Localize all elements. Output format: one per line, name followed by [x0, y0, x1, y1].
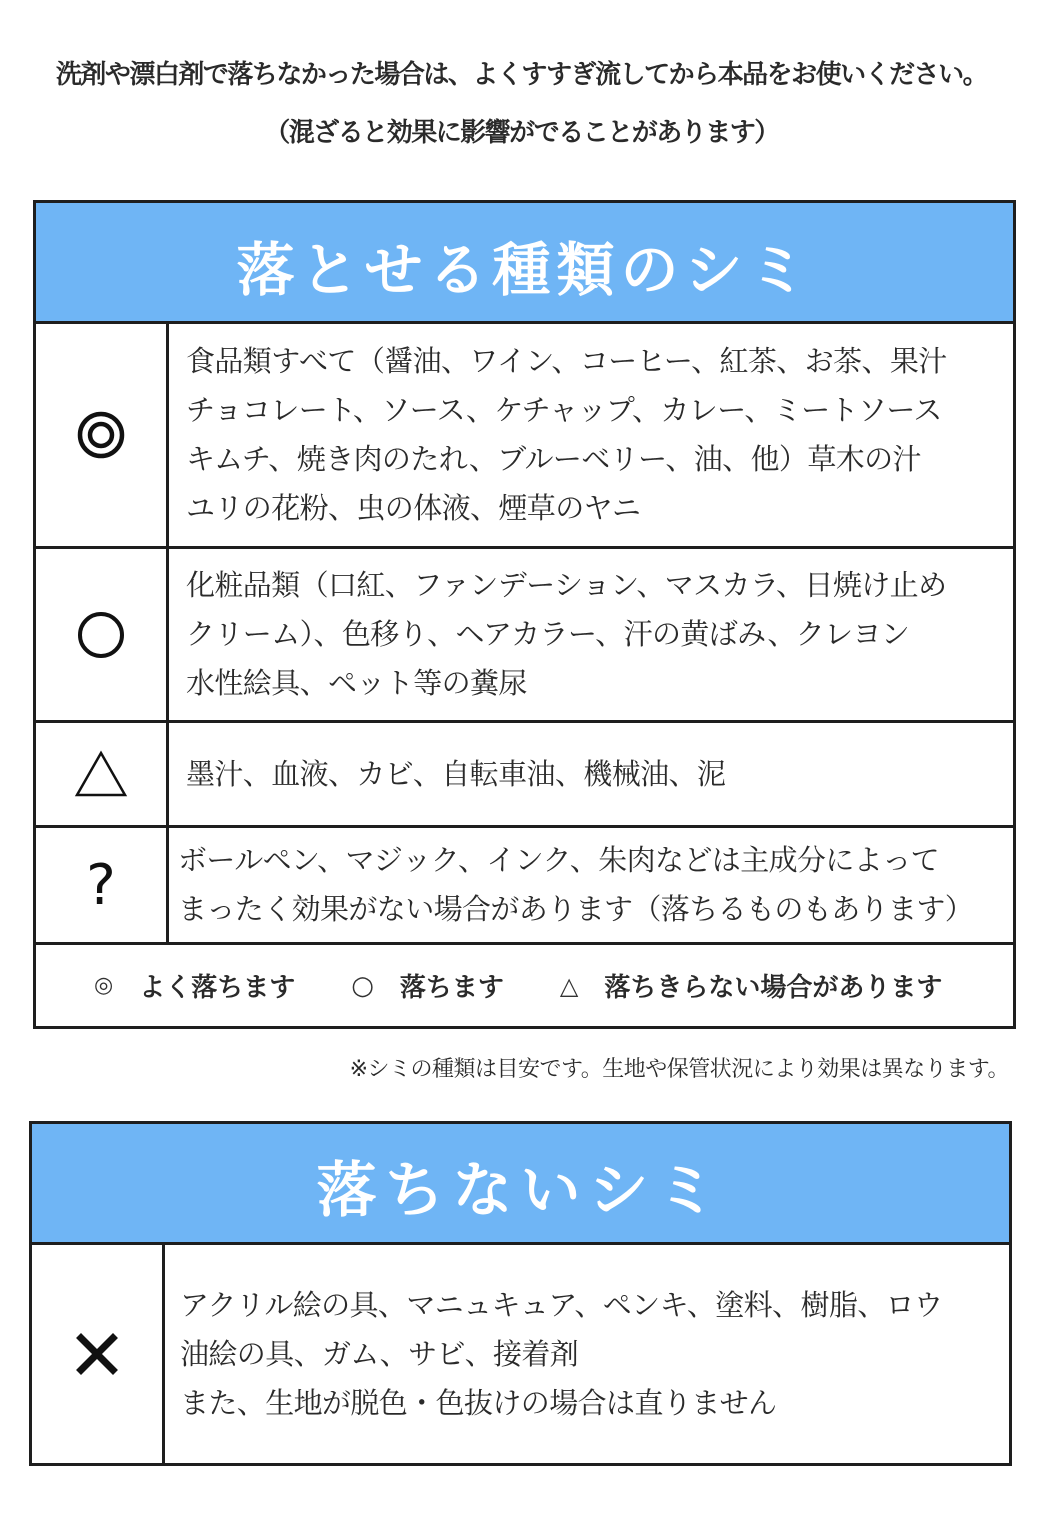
stain-list-line: 墨汁、血液、カビ、自転車油、機械油、泥: [186, 756, 726, 791]
stain-list-line: また、生地が脱色・色抜けの場合は直りません: [180, 1385, 777, 1420]
stain-list: [186, 723, 1003, 825]
stain-list: [186, 324, 1003, 546]
stain-list: [186, 549, 1003, 720]
question-mark-symbol: ?: [86, 852, 116, 918]
removable-stains-title: 落とせる種類のシミ: [36, 203, 1013, 324]
non-removable-stains-table: [29, 1121, 1012, 1466]
table-row: [36, 723, 1013, 828]
double-circle-icon: ◎: [94, 973, 114, 998]
stain-list-line: まったく効果がない場合があります（落ちるものもあります）: [178, 892, 974, 926]
stain-list-line: クリーム）、色移り、ヘアカラー、汗の黄ばみ、クレヨン: [186, 617, 910, 651]
circle-icon: ○: [351, 970, 374, 1001]
legend-label: よく落ちます: [139, 973, 296, 1003]
triangle-icon: △: [559, 971, 579, 1000]
circle-icon: [36, 549, 169, 720]
stain-list-line: 水性絵具、ペット等の糞尿: [186, 666, 527, 700]
legend-label: 落ちます: [399, 973, 504, 1003]
footnote: ※シミの種類は目安です。生地や保管状況により効果は異なります。: [349, 1057, 1009, 1082]
stain-list-line: ユリの花粉、虫の体液、煙草のヤニ: [186, 491, 641, 525]
notice-line-1: 洗剤や漂白剤で落ちなかった場合は、よくすすぎ流してから本品をお使いください。: [55, 60, 988, 90]
legend: [36, 945, 1013, 1026]
cross-icon: [32, 1245, 165, 1463]
legend-label: 落ちきらない場合があります: [604, 973, 943, 1003]
double-circle-icon: [36, 324, 169, 546]
stain-list-line: アクリル絵の具、マニュキュア、ペンキ、塗料、樹脂、ロウ: [180, 1287, 943, 1322]
stain-list-line: チョコレート、ソース、ケチャップ、カレー、ミートソース: [186, 393, 942, 427]
table-row: [36, 549, 1013, 723]
stain-list: [178, 828, 1003, 942]
question-mark-icon: [36, 828, 169, 942]
stain-list-line: キムチ、焼き肉のたれ、ブルーベリー、油、他）草木の汁: [186, 442, 921, 476]
non-removable-stains-title: 落ちないシミ: [32, 1124, 1009, 1245]
table-row: [32, 1245, 1009, 1463]
table-row: [36, 828, 1013, 945]
stain-list-line: 化粧品類（口紅、ファンデーション、マスカラ、日焼け止め: [186, 568, 947, 602]
removable-stains-table: [33, 200, 1016, 1029]
triangle-icon: [36, 723, 169, 825]
table-row: [36, 324, 1013, 549]
stain-list-line: ボールペン、マジック、インク、朱肉などは主成分によって: [178, 843, 940, 877]
stain-list: [180, 1245, 999, 1463]
stain-list-line: 食品類すべて（醤油、ワイン、コーヒー、紅茶、お茶、果汁: [186, 344, 947, 378]
stain-list-line: 油絵の具、ガム、サビ、接着剤: [180, 1336, 579, 1371]
notice-line-2: （混ざると効果に影響がでることがあります）: [264, 118, 779, 148]
